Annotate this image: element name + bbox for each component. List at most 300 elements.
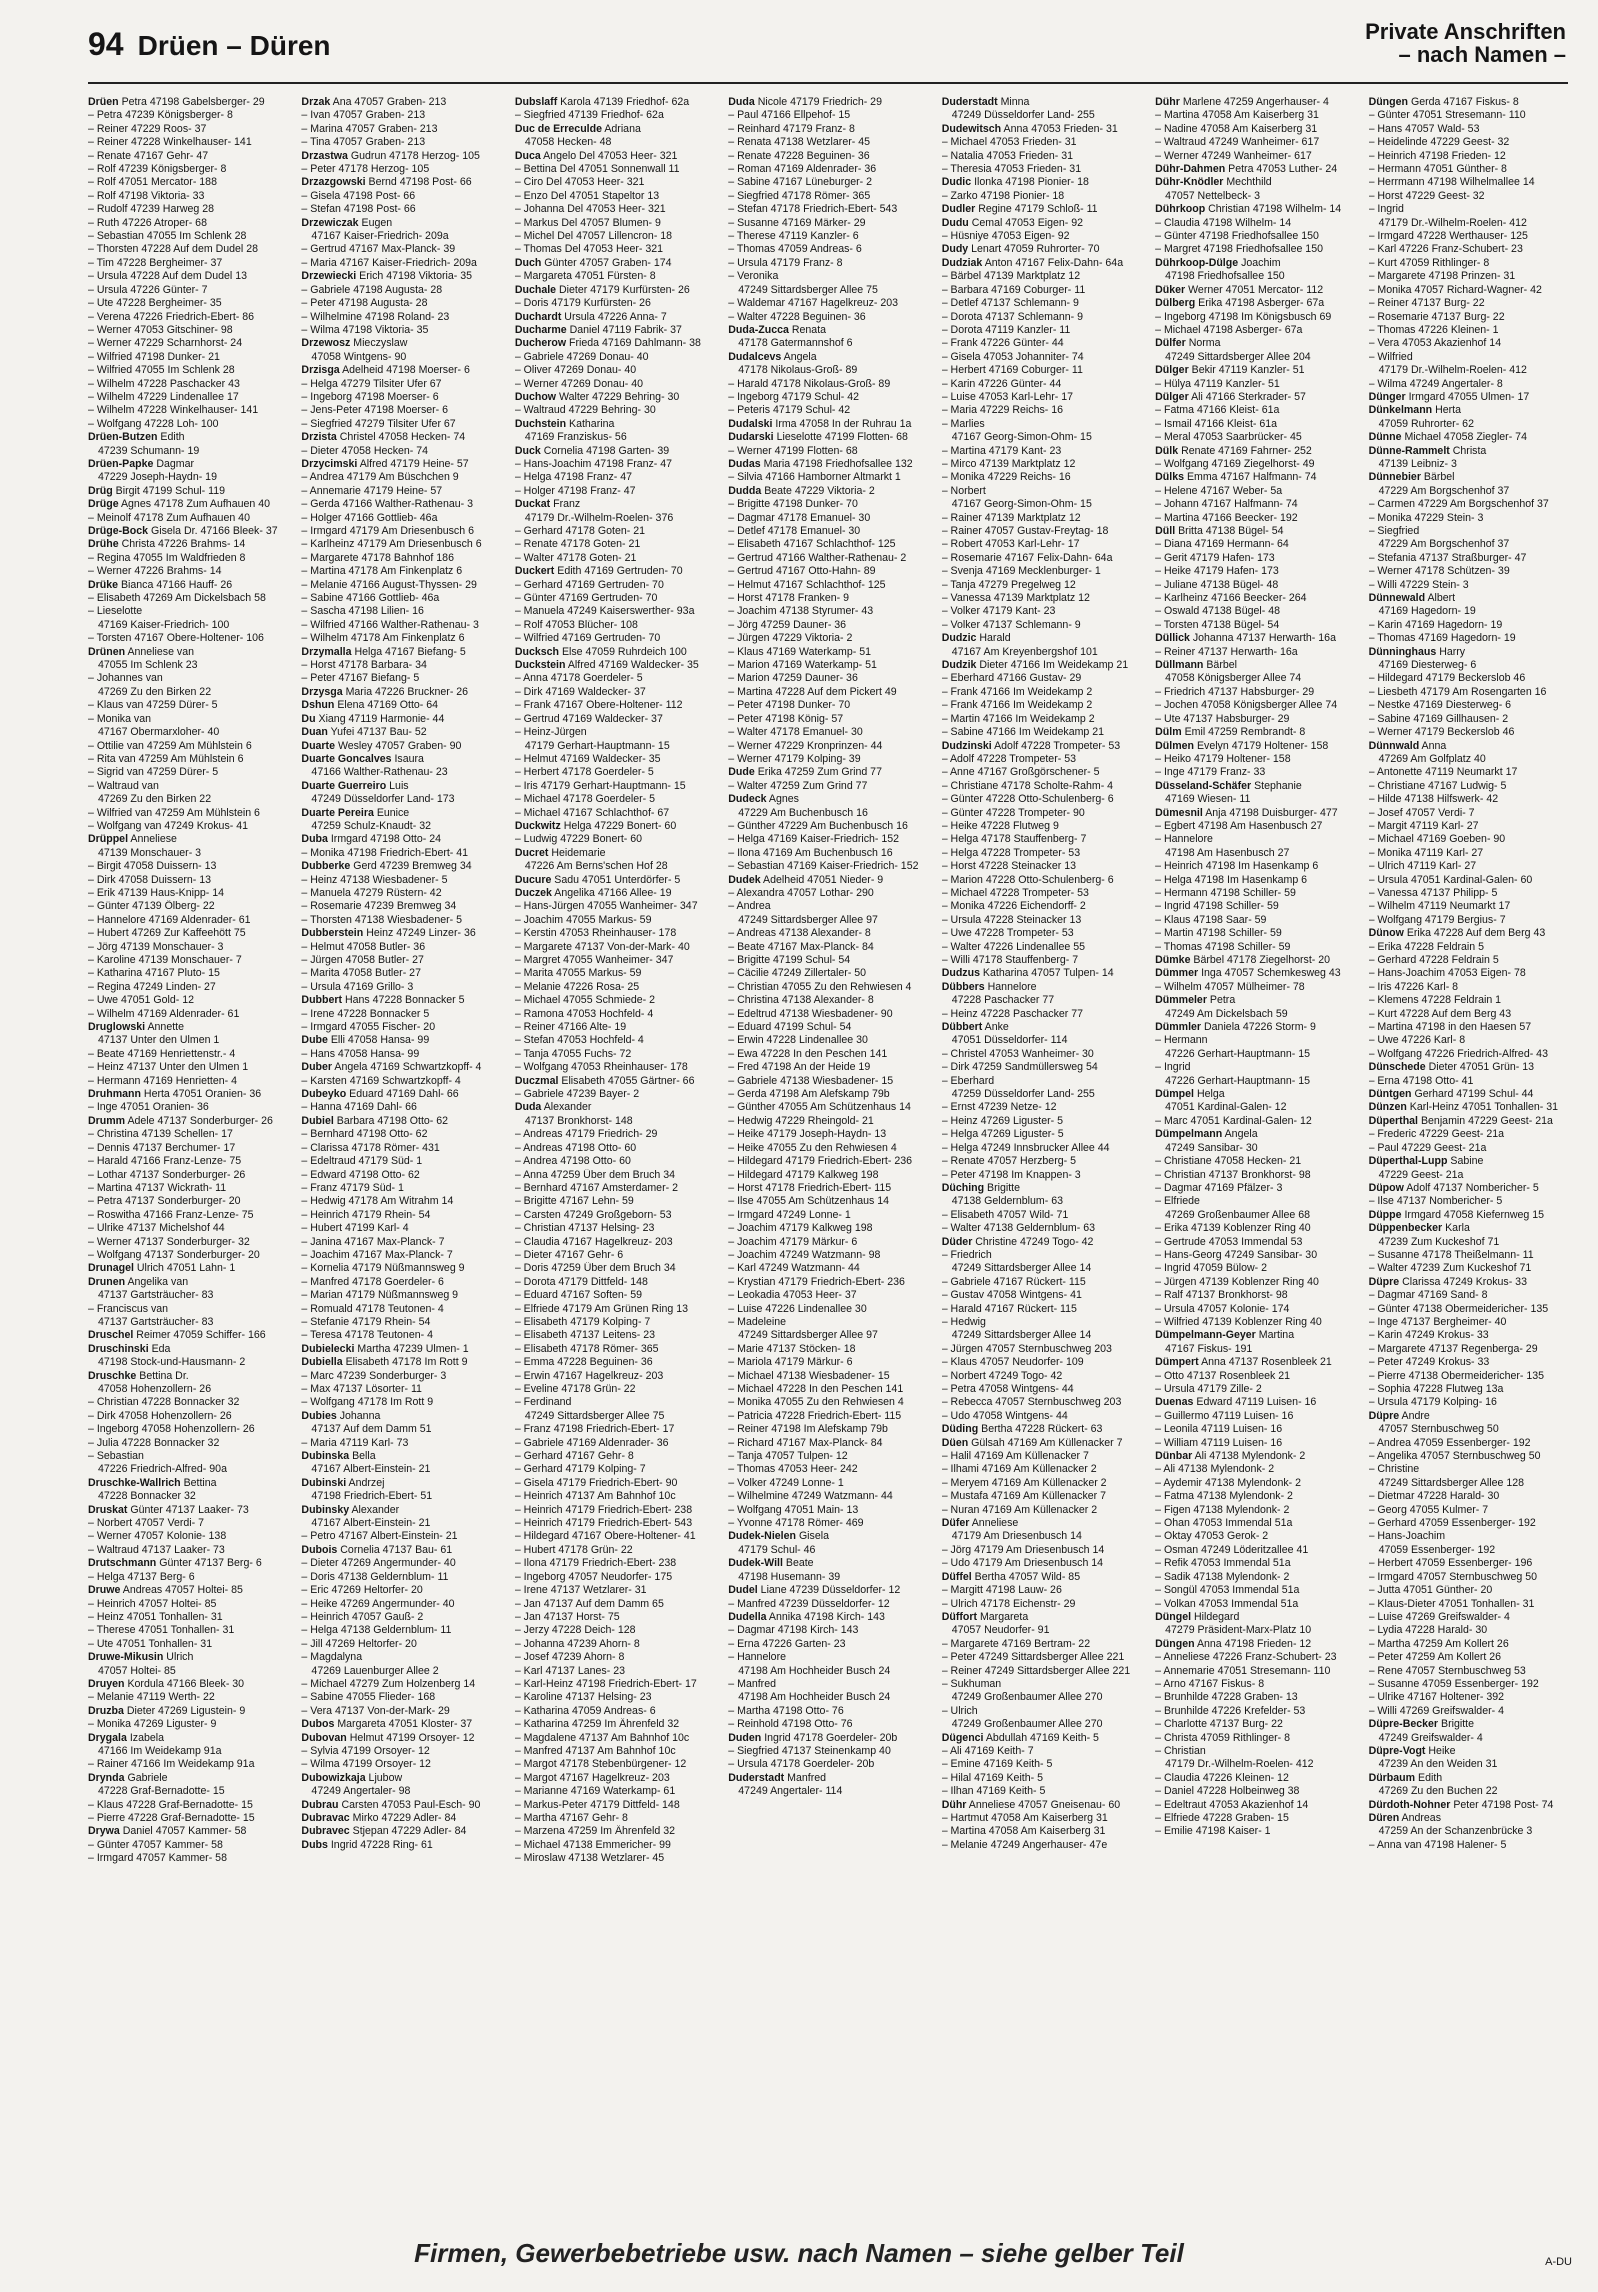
- entry-surname: Drutschmann: [88, 1557, 157, 1570]
- entry-detail: – Elfriede: [1155, 1195, 1200, 1208]
- listing-entry: [301, 1262, 502, 1275]
- listing-entry: [942, 726, 1143, 739]
- entry-surname: Dudda: [728, 484, 762, 497]
- listing-entry: [301, 485, 502, 498]
- listing-entry: [1155, 686, 1356, 699]
- listing-entry: [301, 324, 502, 337]
- entry-detail: – Erwin 47228 Lindenallee 30: [728, 1034, 868, 1047]
- entry-detail: 47179 Dr.-Wilhelm-Roelen- 412: [1165, 1758, 1314, 1771]
- entry-detail: – Marc 47239 Sonderburger- 3: [301, 1369, 447, 1382]
- listing-entry: [1369, 860, 1570, 873]
- entry-detail: Johanna: [339, 1409, 381, 1422]
- entry-detail: Andre: [1401, 1409, 1430, 1422]
- listing-entry: [1155, 552, 1356, 565]
- listing-entry: [88, 324, 289, 337]
- entry-surname: Dünow: [1368, 927, 1404, 940]
- listing-entry: [942, 1061, 1143, 1074]
- listing-entry: [728, 404, 929, 417]
- entry-detail: – Emma 47228 Beguinen- 36: [514, 1356, 653, 1369]
- listing-entry: [515, 713, 716, 726]
- listing-entry: [301, 1329, 502, 1342]
- entry-detail: – Ursula 47179 Kolping- 16: [1368, 1396, 1497, 1409]
- entry-surname: Dudu: [941, 216, 969, 229]
- entry-detail: – Heike 47179 Hafen- 173: [1155, 565, 1279, 578]
- listing-entry: [1155, 217, 1356, 230]
- entry-surname: Dudic: [941, 176, 972, 189]
- entry-detail: – Reiner 47249 Sittardsberger Allee 221: [941, 1664, 1131, 1677]
- entry-detail: – Helmut 47167 Schlachthof- 125: [728, 578, 886, 591]
- entry-surname: Drzewosz: [301, 337, 351, 350]
- entry-detail: – Eberhard: [941, 1074, 995, 1087]
- listing-entry: [728, 378, 929, 391]
- entry-detail: – Silvia 47166 Hamborner Altmarkt 1: [728, 471, 901, 484]
- listing-entry: [301, 1571, 502, 1584]
- listing-entry: [88, 1222, 289, 1235]
- entry-surname: Duarte Goncalves: [301, 752, 392, 765]
- listing-entry: [728, 619, 929, 632]
- entry-detail: – Werner 47199 Flotten- 68: [728, 444, 858, 457]
- entry-detail: – Anna 47178 Goerdeler- 5: [514, 672, 643, 685]
- listing-entry: [301, 1303, 502, 1316]
- listing-entry: [1155, 1128, 1356, 1141]
- entry-detail: – Ingeborg 47058 Hohenzollern- 26: [88, 1423, 255, 1436]
- entry-surname: Dubravac: [301, 1812, 350, 1824]
- listing-entry: [728, 1209, 929, 1222]
- listing-entry: [942, 632, 1143, 645]
- entry-detail: Manfred: [787, 1771, 827, 1784]
- listing-entry: [301, 1316, 502, 1329]
- entry-detail: – Günter 47198 Friedhofsallee 150: [1155, 230, 1319, 243]
- entry-detail: – Martin 47166 Im Weidekamp 2: [941, 712, 1095, 725]
- entry-detail: – Vanessa 47137 Philipp- 5: [1368, 886, 1498, 899]
- entry-detail: Christel 47058 Hecken- 74: [339, 431, 466, 444]
- entry-detail: 47167 Kaiser-Friedrich- 209a: [311, 230, 449, 243]
- entry-detail: 47228 Graf-Bernadotte- 15: [98, 1785, 225, 1798]
- listing-entry: [728, 552, 929, 565]
- entry-surname: Dubiella: [301, 1356, 343, 1369]
- entry-detail: 47239 Schumann- 19: [98, 444, 200, 457]
- listing-entry: [1369, 284, 1570, 297]
- entry-detail: – Ulrike 47137 Michelshof 44: [88, 1222, 225, 1235]
- entry-detail: Anke: [984, 1021, 1009, 1034]
- listing-entry: [1155, 1262, 1356, 1275]
- listing-entry: [515, 1437, 716, 1450]
- entry-surname: Druschke: [88, 1369, 137, 1382]
- entry-detail: – Hans 47058 Hansa- 99: [301, 1047, 420, 1060]
- listing-entry: [515, 914, 716, 927]
- entry-detail: 47198 Stock-und-Hausmann- 2: [98, 1356, 246, 1369]
- listing-entry: [728, 659, 929, 672]
- listing-entry: [942, 1088, 1143, 1101]
- entry-detail: – Werner 47057 Kolonie- 138: [88, 1530, 227, 1543]
- entry-detail: Cornelia 47198 Garten- 39: [543, 444, 670, 457]
- entry-surname: Druschinski: [88, 1342, 149, 1355]
- entry-surname: Dümpelmann: [1155, 1128, 1223, 1141]
- entry-detail: – Marzena 47259 Im Ährenfeld 32: [514, 1825, 676, 1838]
- listing-entry: [728, 927, 929, 940]
- listing-entry: [1369, 230, 1570, 243]
- entry-surname: Düll: [1155, 525, 1176, 537]
- listing-entry: [1369, 914, 1570, 927]
- entry-detail: – Luise 47269 Greifswalder- 4: [1368, 1610, 1510, 1623]
- listing-entry: [1369, 1396, 1570, 1409]
- listing-entry: [1155, 1517, 1356, 1530]
- entry-detail: – Juliane 47138 Bügel- 48: [1155, 578, 1279, 591]
- listing-entry: [88, 1356, 289, 1369]
- entry-detail: – Heinrich 47179 Friedrich-Ebert- 543: [514, 1517, 693, 1530]
- listing-entry: [942, 1034, 1143, 1047]
- listing-entry: [942, 1236, 1143, 1249]
- entry-detail: – Andreas 47138 Alexander- 8: [728, 927, 871, 940]
- entry-detail: – Hans-Joachim 47198 Franz- 47: [514, 457, 673, 470]
- entry-detail: – Hubert 47269 Zur Kaffeehött 75: [88, 927, 246, 940]
- listing-entry: [88, 592, 289, 605]
- entry-detail: – Volker 47179 Kant- 23: [941, 605, 1056, 618]
- listing-entry: [1369, 1249, 1570, 1262]
- listing-entry: [1155, 619, 1356, 632]
- entry-detail: – Jürgen 47229 Viktoria- 2: [728, 632, 853, 645]
- entry-detail: Christian 47198 Wilhelm- 14: [1208, 203, 1342, 216]
- listing-entry: [515, 605, 716, 618]
- entry-detail: – Barbara 47169 Coburger- 11: [941, 283, 1086, 296]
- listing-entry: [1155, 150, 1356, 163]
- listing-entry: [942, 927, 1143, 940]
- entry-detail: – Frank 47166 Im Weidekamp 2: [941, 685, 1093, 698]
- listing-entry: [1369, 1799, 1570, 1812]
- entry-surname: Dülks: [1155, 471, 1184, 484]
- entry-detail: – Monika 47119 Karl- 27: [1368, 846, 1484, 859]
- listing-entry: [942, 1048, 1143, 1061]
- listing-entry: [1369, 1008, 1570, 1021]
- entry-detail: – Manfred: [728, 1677, 776, 1690]
- listing-entry: [942, 96, 1143, 109]
- listing-entry: [1155, 1356, 1356, 1369]
- entry-detail: – Siegfried 47139 Friedhof- 62a: [514, 109, 664, 122]
- entry-detail: Wesley 47057 Graben- 90: [337, 739, 462, 752]
- listing-entry: [942, 619, 1143, 632]
- entry-detail: – Christian 47137 Bronkhorst- 98: [1155, 1168, 1311, 1181]
- entry-detail: – Ingrid: [1368, 203, 1404, 216]
- listing-entry: [1155, 1665, 1356, 1678]
- entry-surname: Druzba: [88, 1704, 124, 1717]
- entry-detail: – Udo 47058 Wintgens- 44: [941, 1409, 1068, 1422]
- listing-entry: [515, 1799, 716, 1812]
- listing-entry: [88, 565, 289, 578]
- entry-detail: – Beate 47167 Max-Planck- 84: [728, 940, 874, 953]
- listing-entry: [1369, 1450, 1570, 1463]
- listing-entry: [728, 672, 929, 685]
- entry-detail: – Klaus van 47259 Dürer- 5: [88, 699, 218, 712]
- listing-entry: [515, 1262, 716, 1275]
- listing-entry: [728, 1423, 929, 1436]
- listing-entry: [1369, 485, 1570, 498]
- listing-entry: [1155, 512, 1356, 525]
- entry-detail: – Günter 47139 Ölberg- 22: [88, 900, 215, 913]
- listing-columns: [88, 96, 1570, 2216]
- entry-detail: – Gerda 47198 Am Alefskamp 79b: [728, 1088, 890, 1101]
- entry-detail: – Udo 47179 Am Driesenbusch 14: [941, 1557, 1104, 1570]
- listing-entry: [301, 136, 502, 149]
- entry-detail: – Wolfgang 47053 Rheinhauser- 178: [514, 1061, 688, 1074]
- listing-entry: [88, 579, 289, 592]
- entry-detail: – Arno 47167 Fiskus- 8: [1155, 1677, 1265, 1690]
- entry-detail: Elli 47058 Hansa- 99: [330, 1034, 430, 1047]
- entry-surname: Duchardt: [514, 310, 562, 323]
- entry-detail: – Daniel 47228 Holbeinweg 38: [1155, 1785, 1300, 1798]
- listing-entry: [88, 1383, 289, 1396]
- listing-entry: [88, 1115, 289, 1128]
- entry-surname: Düching: [941, 1181, 985, 1194]
- entry-detail: 47057 Holtei- 85: [98, 1664, 176, 1677]
- listing-entry: [515, 1236, 716, 1249]
- listing-entry: [88, 740, 289, 753]
- entry-detail: – Torsten 47138 Bügel- 54: [1155, 618, 1280, 631]
- entry-detail: 47249 Sittardsberger Allee 97: [738, 913, 878, 926]
- entry-detail: – Christina 47139 Schellen- 17: [88, 1128, 233, 1141]
- listing-entry: [942, 1544, 1143, 1557]
- listing-entry: [1155, 1571, 1356, 1584]
- entry-detail: – Johanna 47239 Ahorn- 8: [514, 1637, 640, 1650]
- listing-entry: [1369, 1088, 1570, 1101]
- entry-detail: Gülsah 47169 Am Küllenacker 7: [971, 1436, 1123, 1449]
- entry-surname: Düpre-Vogt: [1368, 1744, 1426, 1757]
- listing-entry: [301, 820, 502, 833]
- listing-entry: [301, 914, 502, 927]
- listing-entry: [301, 847, 502, 860]
- entry-surname: Dubielecki: [301, 1342, 355, 1355]
- entry-detail: – Richard 47167 Max-Planck- 84: [728, 1436, 883, 1449]
- entry-detail: – Inge 47179 Franz- 33: [1155, 766, 1266, 779]
- header-rule: [88, 82, 1568, 84]
- listing-entry: [1155, 713, 1356, 726]
- listing-entry: [1369, 981, 1570, 994]
- listing-entry: [1369, 833, 1570, 846]
- listing-entry: [1369, 96, 1570, 109]
- entry-surname: Duchale: [514, 283, 557, 296]
- listing-entry: [88, 914, 289, 927]
- entry-detail: – William 47119 Luisen- 16: [1155, 1436, 1283, 1449]
- listing-entry: [515, 525, 716, 538]
- listing-entry: [728, 1450, 929, 1463]
- listing-entry: [728, 190, 929, 203]
- listing-entry: [88, 1450, 289, 1463]
- entry-detail: – Margarete 47198 Prinzen- 31: [1368, 270, 1516, 283]
- entry-detail: – Renate 47057 Herzberg- 5: [941, 1155, 1076, 1168]
- entry-detail: Elisabeth 47055 Gärtner- 66: [561, 1074, 695, 1087]
- entry-detail: – Margarete 47137 Von-der-Mark- 40: [514, 940, 690, 953]
- entry-detail: – Lothar 47137 Sonderburger- 26: [88, 1168, 246, 1181]
- listing-entry: [301, 981, 502, 994]
- listing-entry: [728, 780, 929, 793]
- entry-surname: Dünnewald: [1368, 592, 1426, 605]
- entry-detail: – Günter 47228 Otto-Schulenberg- 6: [941, 793, 1114, 806]
- entry-surname: Dube: [301, 1034, 328, 1047]
- listing-entry: [1155, 1115, 1356, 1128]
- entry-detail: – Martina 47228 Auf dem Pickert 49: [728, 685, 897, 698]
- entry-detail: – Marian 47179 Nüßmannsweg 9: [301, 1289, 459, 1302]
- listing-entry: [1155, 176, 1356, 189]
- listing-entry: [1155, 1343, 1356, 1356]
- entry-surname: Dudas: [728, 457, 761, 470]
- listing-entry: [1369, 1383, 1570, 1396]
- listing-entry: [1369, 1611, 1570, 1624]
- listing-entry: [301, 659, 502, 672]
- entry-detail: Karl-Heinz 47051 Tonhallen- 31: [1409, 1101, 1558, 1114]
- listing-entry: [1155, 1396, 1356, 1409]
- listing-entry: [1369, 1276, 1570, 1289]
- listing-entry: [1369, 163, 1570, 176]
- listing-entry: [301, 1638, 502, 1651]
- entry-detail: – Werner 47249 Wanheimer- 617: [1155, 149, 1312, 162]
- listing-entry: [515, 1450, 716, 1463]
- listing-entry: [88, 967, 289, 980]
- entry-detail: Bertha 47228 Rückert- 63: [981, 1423, 1103, 1436]
- entry-detail: Heike: [1428, 1744, 1456, 1757]
- listing-entry: [942, 1316, 1143, 1329]
- entry-detail: – Willi 47229 Stein- 3: [1368, 578, 1469, 591]
- listing-entry: [942, 1732, 1143, 1745]
- entry-detail: – Hilde 47138 Hilfswerk- 42: [1368, 793, 1499, 806]
- entry-detail: – Iris 47179 Gerhart-Hauptmann- 15: [514, 779, 686, 792]
- entry-detail: Alexander: [351, 1503, 400, 1516]
- listing-entry: [515, 391, 716, 404]
- listing-entry: [728, 1061, 929, 1074]
- entry-detail: – Reiner 47198 Im Alefskamp 79b: [728, 1423, 888, 1436]
- entry-detail: Evelyn 47179 Holtener- 158: [1196, 739, 1329, 752]
- listing-entry: [728, 1598, 929, 1611]
- listing-entry: [942, 887, 1143, 900]
- entry-surname: Dubs: [301, 1838, 328, 1851]
- entry-detail: – Martina 47179 Kant- 23: [941, 444, 1062, 457]
- entry-detail: Bernd 47198 Post- 66: [368, 176, 472, 189]
- listing-entry: [728, 1289, 929, 1302]
- entry-surname: Duan: [301, 726, 328, 739]
- entry-detail: Petra: [1209, 994, 1236, 1007]
- listing-entry: [515, 847, 716, 860]
- listing-entry: [728, 1504, 929, 1517]
- entry-detail: – Elfriede 47179 Am Grünen Ring 13: [514, 1302, 688, 1315]
- entry-surname: Drzymalla: [301, 645, 352, 658]
- listing-entry: [515, 1142, 716, 1155]
- listing-entry: [1369, 270, 1570, 283]
- listing-entry: [1369, 512, 1570, 525]
- listing-entry: [1369, 243, 1570, 256]
- listing-entry: [88, 807, 289, 820]
- listing-entry: [88, 619, 289, 632]
- listing-entry: [88, 337, 289, 350]
- listing-entry: [1369, 1490, 1570, 1503]
- listing-entry: [88, 1075, 289, 1088]
- entry-surname: Düperthal-Lupp: [1368, 1155, 1448, 1168]
- listing-entry: [88, 887, 289, 900]
- entry-detail: – Rolf 47239 Königsberger- 8: [88, 163, 227, 176]
- entry-surname: Düsseland-Schäfer: [1155, 779, 1252, 792]
- entry-detail: 47178 Nikolaus-Groß- 89: [738, 364, 858, 377]
- listing-entry: [1369, 1598, 1570, 1611]
- listing-entry: [1155, 458, 1356, 471]
- listing-entry: [728, 1463, 929, 1476]
- listing-entry: [728, 1008, 929, 1021]
- entry-detail: – Pierre 47138 Obermeidericher- 135: [1368, 1369, 1545, 1382]
- listing-entry: [728, 1222, 929, 1235]
- listing-entry: [728, 1410, 929, 1423]
- listing-entry: [942, 1651, 1143, 1664]
- entry-detail: – Volker 47249 Lonne- 1: [728, 1476, 844, 1489]
- entry-detail: Dagmar: [156, 457, 194, 470]
- entry-detail: – Waltraud 47229 Behring- 30: [514, 404, 656, 417]
- listing-entry: [1369, 1758, 1570, 1771]
- entry-detail: Irma 47058 In der Ruhrau 1a: [775, 417, 912, 430]
- listing-entry: [1155, 1410, 1356, 1423]
- entry-detail: – Wilma 47198 Viktoria- 35: [301, 323, 429, 336]
- entry-detail: 47169 Diesterweg- 6: [1378, 659, 1477, 672]
- listing-entry: [1155, 1758, 1356, 1771]
- listing-entry: [942, 1624, 1143, 1637]
- entry-detail: – Margitt 47198 Lauw- 26: [941, 1584, 1062, 1597]
- listing-entry: [301, 833, 502, 846]
- entry-detail: – Joachim 47249 Watzmann- 98: [728, 1248, 881, 1261]
- entry-detail: – Wilma 47199 Orsoyer- 12: [301, 1758, 431, 1771]
- listing-entry: [1155, 311, 1356, 324]
- entry-surname: Dudalski: [728, 417, 773, 430]
- entry-detail: Sabine: [1450, 1155, 1484, 1168]
- listing-entry: [1369, 1061, 1570, 1074]
- listing-entry: [1369, 525, 1570, 538]
- entry-detail: – Gisela 47198 Post- 66: [301, 189, 416, 202]
- entry-detail: – Werner 47269 Donau- 40: [514, 377, 644, 390]
- entry-detail: Erika 47259 Zum Grind 77: [757, 766, 882, 779]
- listing-entry: [728, 203, 929, 216]
- entry-detail: Karola 47139 Friedhof- 62a: [560, 96, 690, 108]
- entry-detail: – Peter 47198 Augusta- 28: [301, 297, 428, 310]
- entry-detail: Elena 47169 Otto- 64: [337, 699, 439, 712]
- entry-surname: Düpre-Becker: [1368, 1718, 1439, 1731]
- entry-detail: – Rainer 47166 Im Weidekamp 91a: [88, 1758, 255, 1771]
- listing-entry: [88, 672, 289, 685]
- entry-detail: – Petra 47239 Königsberger- 8: [88, 109, 233, 122]
- entry-detail: – Werner 47179 Beckerslob 46: [1368, 726, 1515, 739]
- entry-detail: – Waldemar 47167 Hagelkreuz- 203: [728, 297, 899, 310]
- listing-entry: [515, 123, 716, 136]
- listing-entry: [1155, 498, 1356, 511]
- entry-detail: – Marita 47055 Markus- 59: [514, 967, 642, 980]
- entry-detail: – Ingeborg 47179 Schul- 42: [728, 390, 860, 403]
- listing-entry: [942, 230, 1143, 243]
- entry-surname: Drzewiecki: [301, 270, 357, 283]
- listing-entry: [1155, 1061, 1356, 1074]
- entry-detail: – Rita van 47259 Am Mühlstein 6: [88, 752, 244, 765]
- listing-entry: [942, 1075, 1143, 1088]
- listing-entry: [728, 833, 929, 846]
- entry-surname: Dülk: [1155, 444, 1179, 457]
- entry-detail: 47259 Düsseldorfer Land- 255: [951, 1088, 1095, 1101]
- entry-detail: – Sophia 47228 Flutweg 13a: [1368, 1383, 1504, 1395]
- listing-entry: [728, 96, 929, 109]
- listing-entry: [301, 954, 502, 967]
- entry-detail: – Rainer 47057 Gustav-Freytag- 18: [941, 525, 1109, 537]
- listing-entry: [301, 123, 502, 136]
- listing-entry: [301, 646, 502, 659]
- listing-entry: [728, 1155, 929, 1168]
- entry-detail: – Dirk 47169 Waldecker- 37: [514, 685, 646, 698]
- entry-detail: – Werner 47229 Scharnhorst- 24: [88, 337, 243, 350]
- listing-entry: [1155, 833, 1356, 846]
- entry-detail: – Horst 47228 Steinacker 13: [941, 860, 1076, 873]
- entry-detail: – Maria 47167 Kaiser-Friedrich- 209a: [301, 256, 477, 269]
- entry-detail: – Monika 47229 Reichs- 16: [941, 471, 1071, 484]
- entry-surname: Dudek: [728, 873, 761, 886]
- entry-detail: – Wolfgang 47051 Main- 13: [728, 1503, 859, 1516]
